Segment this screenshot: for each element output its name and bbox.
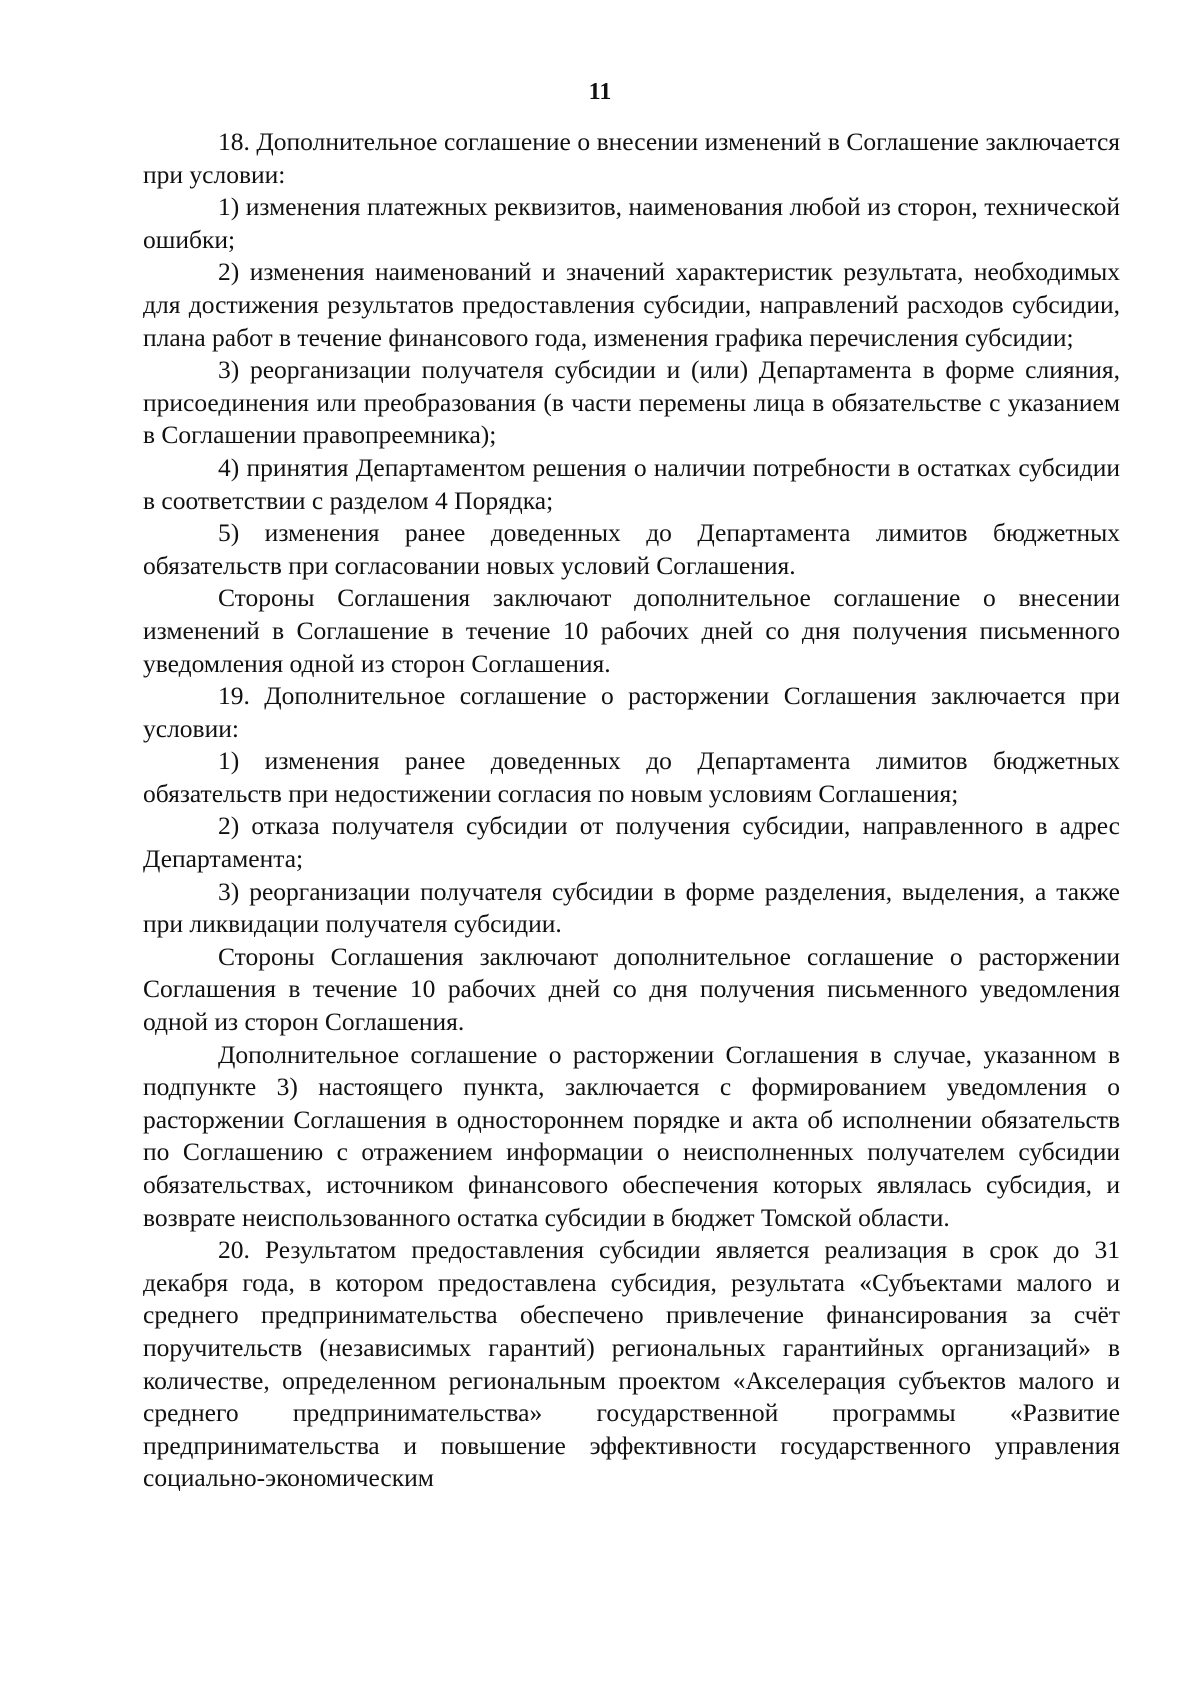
paragraph-19-notice: Дополнительное соглашение о расторжении Соглашения в случае, указанном в подпункте 3) настоящего пункта, заключается с формированием уведомления о расторжении Соглашения в одностороннем порядке и акта об исполнении обязательств по Соглашению с отражением информации о неисполненных получателем субсидии обязательствах, источником финансового обеспечения которых являлась субсидия, и возврате неиспользованного остатка субсидии в бюджет Томской области. [143,1039,1120,1232]
paragraph-18-item-1: 1) изменения платежных реквизитов, наименования любой из сторон, технической ошибки; [143,192,1120,254]
paragraph-18-item-4: 4) принятия Департаментом решения о наличии потребности в остатках субсидии в соответствии с разделом 4 Порядка; [143,452,1120,515]
paragraph-19-intro: 19. Дополнительное соглашение о расторжении Соглашения заключается при условии: [143,681,1120,743]
paragraph-20: 20. Результатом предоставления субсидии является реализация в срок до 31 декабря года, в котором предоставлена субсидия, результата «Субъектами малого и среднего предпринимательства обеспечено привлечение финансирования за счёт поручительств (независимых гарантий) региональных гарантийных организаций» в количестве, определенном региональным проектом «Акселерация субъектов малого и среднего предпринимательства» государственной программы «Развитие предпринимательства и повышение эффективности государственного управления социально-экономическим [143,1235,1120,1493]
paragraph-18-item-5: 5) изменения ранее доведенных до Департамента лимитов бюджетных обязательств при согласовании новых условий Соглашения. [143,518,1120,580]
document-body [143,126,1120,1495]
paragraph-19-term: Стороны Соглашения заключают дополнительное соглашение о расторжении Соглашения в течение 10 рабочих дней со дня получения письменного уведомления одной из сторон Соглашения. [143,941,1120,1037]
paragraph-19-item-1: 1) изменения ранее доведенных до Департамента лимитов бюджетных обязательств при недостижении согласия по новым условиям Соглашения; [143,746,1120,808]
paragraph-18-item-3: 3) реорганизации получателя субсидии и (или) Департамента в форме слияния, присоединения или преобразования (в части перемены лица в обязательстве с указанием в Соглашении правопреемника); [143,355,1120,450]
paragraph-19-item-3: 3) реорганизации получателя субсидии в форме разделения, выделения, а также при ликвидации получателя субсидии. [143,876,1120,939]
paragraph-18-item-2: 2) изменения наименований и значений характеристик результата, необходимых для достижения результатов предоставления субсидии, направлений расходов субсидии, плана работ в течение финансового года, изменения графика перечисления субсидии; [143,257,1120,352]
paragraph-18-intro: 18. Дополнительное соглашение о внесении изменений в Соглашение заключается при условии: [143,127,1120,189]
paragraph-19-item-2: 2) отказа получателя субсидии от получения субсидии, направленного в адрес Департамента; [143,811,1120,874]
page-number: 11 [588,79,612,105]
paragraph-18-term: Стороны Соглашения заключают дополнительное соглашение о внесении изменений в Соглашение в течение 10 рабочих дней со дня получения письменного уведомления одной из сторон Соглашения. [143,583,1120,678]
